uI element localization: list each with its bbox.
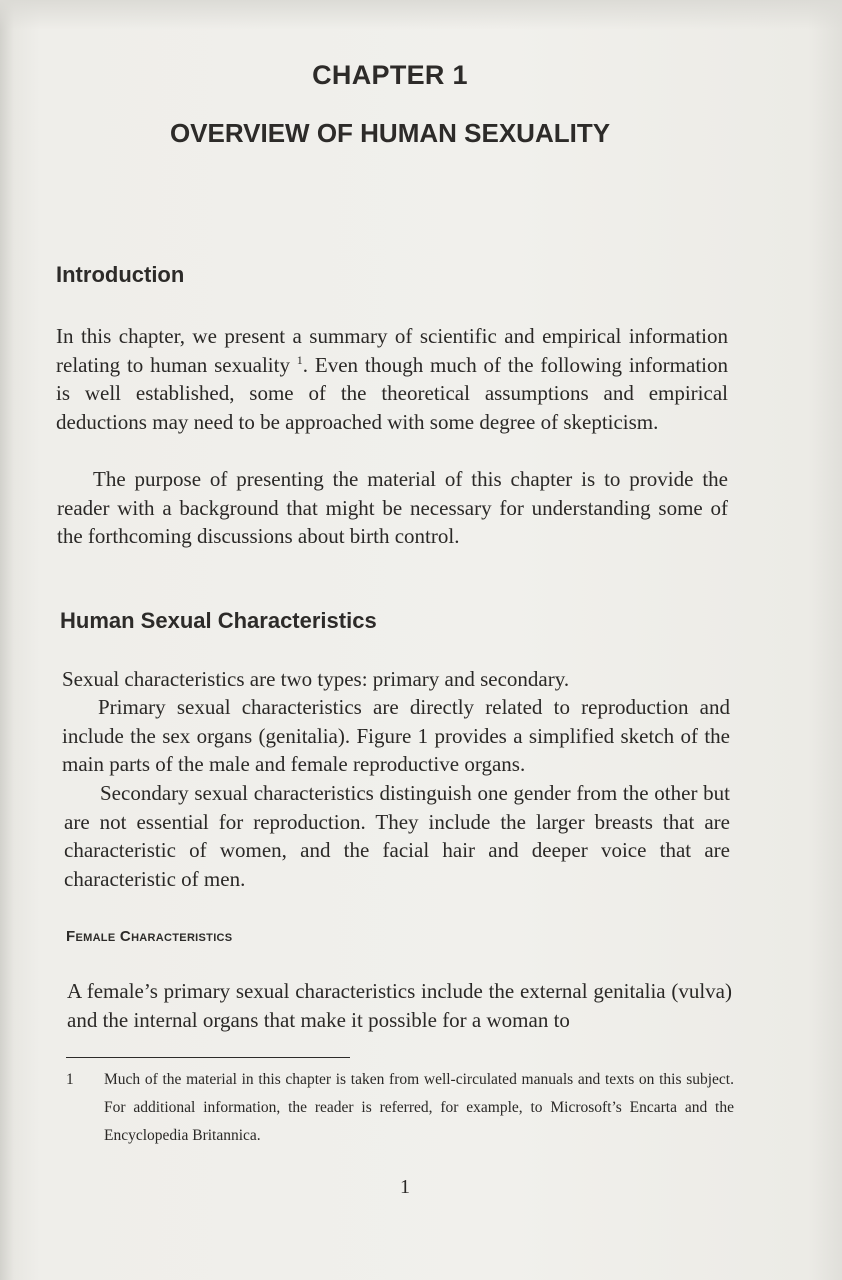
characteristics-paragraph-2: Primary sexual characteristics are directly related to reproduction and include the sex organs (genitalia). Figure 1 provides a simplified sketch of the main parts of the male and female reproductive organs. <box>62 695 730 776</box>
characteristics-heading: Human Sexual Characteristics <box>60 608 377 633</box>
introduction-paragraph-1 <box>56 322 728 436</box>
characteristics-paragraph-3: Secondary sexual characteristics distinguish one gender from the other but are not essential for reproduction. They include the larger breasts that are characteristic of women, and the facial hair and deeper voice that are characteristic of men. <box>64 781 730 891</box>
characteristics-paragraph-1: Sexual characteristics are two types: primary and secondary. <box>62 667 570 691</box>
footnote <box>66 1066 734 1150</box>
footnote-divider <box>66 1057 350 1058</box>
footnote-ref: 1 <box>296 352 303 367</box>
intro-text-start: In this chapter, we present a summary of scientific and empirical information relating to human sexuality <box>56 324 728 377</box>
female-paragraph-1: A female’s primary sexual characteristics include the external genitalia (vulva) and the internal organs that make it possible for a woman to <box>67 979 732 1032</box>
page-number: 1 <box>400 1176 410 1198</box>
chapter-title: OVERVIEW OF HUMAN SEXUALITY <box>169 118 611 148</box>
introduction-paragraph-2: The purpose of presenting the material of this chapter is to provide the reader with a background that might be necessary for understanding some of the forthcoming discussions about birth control. <box>57 467 728 548</box>
footnote-number: 1 <box>66 1071 74 1088</box>
chapter-number: CHAPTER 1 <box>312 60 468 90</box>
intro-text-end: . Even though much of the following information is well established, some of the theoretical assumptions and empirical deductions may need to be approached with some degree of skepticism. <box>56 352 728 434</box>
female-characteristics-heading: Female Characteristics <box>66 928 233 945</box>
footnote-text: Much of the material in this chapter is taken from well-circulated manuals and texts on this subject. For additional information, the reader is referred, for example, to Microsoft’s Encarta and the Encyclopedia Britannica. <box>104 1071 734 1144</box>
introduction-heading: Introduction <box>56 262 185 287</box>
